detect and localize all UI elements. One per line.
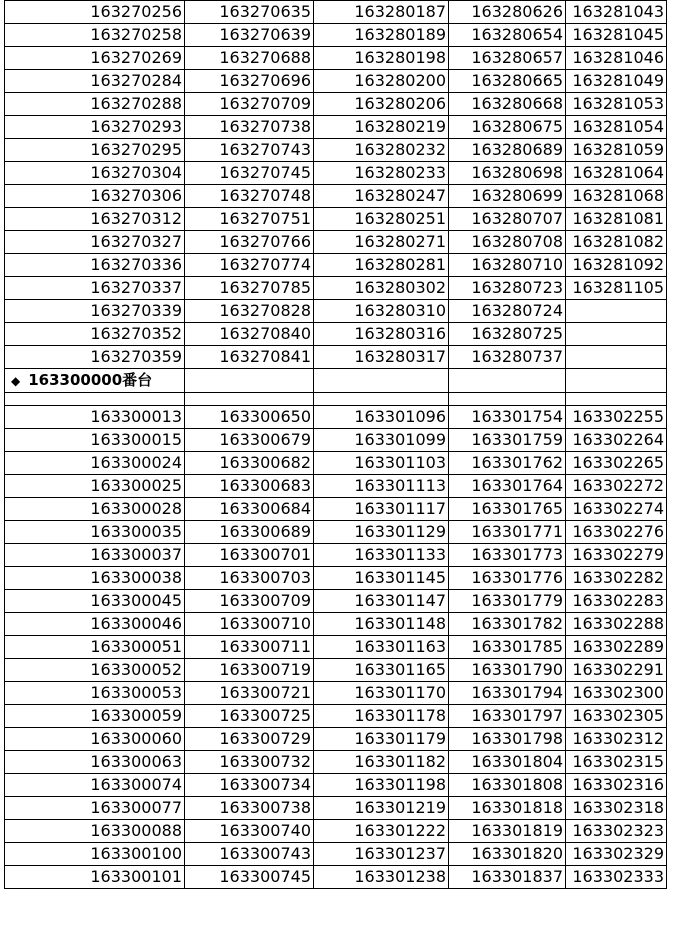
table-cell: 163300711 xyxy=(185,636,314,659)
table-cell xyxy=(566,346,667,369)
table-row xyxy=(5,208,667,231)
table-row xyxy=(5,567,667,590)
table-cell: 163300725 xyxy=(185,705,314,728)
table-cell: 163301782 xyxy=(449,613,566,636)
table-cell: 163301147 xyxy=(314,590,449,613)
table-cell: 163302318 xyxy=(566,797,667,820)
table-cell: 163280657 xyxy=(449,47,566,70)
table-cell: 163281046 xyxy=(566,47,667,70)
table-cell: 163300738 xyxy=(185,797,314,820)
table-cell: 163302265 xyxy=(566,452,667,475)
table-row xyxy=(5,185,667,208)
table-cell: 163270828 xyxy=(185,300,314,323)
table-cell: 163270327 xyxy=(5,231,185,254)
table-cell xyxy=(566,323,667,346)
table-cell: 163270774 xyxy=(185,254,314,277)
table-cell: 163301133 xyxy=(314,544,449,567)
table-cell: 163302274 xyxy=(566,498,667,521)
table-row xyxy=(5,659,667,682)
table-cell: 163280302 xyxy=(314,277,449,300)
table-row xyxy=(5,843,667,866)
table-cell: 163300035 xyxy=(5,521,185,544)
table-cell: 163300024 xyxy=(5,452,185,475)
table-cell: 163280707 xyxy=(449,208,566,231)
table-cell: 163280247 xyxy=(314,185,449,208)
table-cell xyxy=(314,393,449,406)
table-row xyxy=(5,1,667,24)
table-cell: 163270288 xyxy=(5,93,185,116)
table-row xyxy=(5,705,667,728)
table-cell: 163280708 xyxy=(449,231,566,254)
table-row xyxy=(5,636,667,659)
table-cell: 163280206 xyxy=(314,93,449,116)
table-cell: 163300745 xyxy=(185,866,314,889)
table-row xyxy=(5,544,667,567)
table-cell: 163270312 xyxy=(5,208,185,231)
table-row xyxy=(5,254,667,277)
table-cell: 163300709 xyxy=(185,590,314,613)
table-cell: 163301764 xyxy=(449,475,566,498)
table-row xyxy=(5,866,667,889)
table-cell: 163270339 xyxy=(5,300,185,323)
table-cell: 163301797 xyxy=(449,705,566,728)
table-cell: 163280271 xyxy=(314,231,449,254)
table-cell: 163280668 xyxy=(449,93,566,116)
table-cell: 163301804 xyxy=(449,751,566,774)
table-cell: 163280723 xyxy=(449,277,566,300)
table-cell: 163281053 xyxy=(566,93,667,116)
table-cell: 163301170 xyxy=(314,682,449,705)
table-cell: 163300028 xyxy=(5,498,185,521)
table-cell: 163300053 xyxy=(5,682,185,705)
table-cell: 163301819 xyxy=(449,820,566,843)
table-cell: 163302276 xyxy=(566,521,667,544)
table-row xyxy=(5,116,667,139)
table-cell: 163302329 xyxy=(566,843,667,866)
table-cell: 163300683 xyxy=(185,475,314,498)
table-row xyxy=(5,277,667,300)
table-cell: 163302333 xyxy=(566,866,667,889)
table-cell: 163301103 xyxy=(314,452,449,475)
table-body-top xyxy=(5,1,667,369)
table-cell: 163270696 xyxy=(185,70,314,93)
table-cell: 163300060 xyxy=(5,728,185,751)
table-cell: 163302279 xyxy=(566,544,667,567)
table-row xyxy=(5,728,667,751)
table-cell: 163300046 xyxy=(5,613,185,636)
table-cell: 163300015 xyxy=(5,429,185,452)
table-cell: 163270304 xyxy=(5,162,185,185)
table-cell: 163281045 xyxy=(566,24,667,47)
table-cell: 163281092 xyxy=(566,254,667,277)
table-cell: 163300074 xyxy=(5,774,185,797)
table-row xyxy=(5,24,667,47)
table-row xyxy=(5,346,667,369)
table-cell: 163280698 xyxy=(449,162,566,185)
table-cell: 163300037 xyxy=(5,544,185,567)
table-cell: 163280310 xyxy=(314,300,449,323)
table-cell: 163302255 xyxy=(566,406,667,429)
table-cell: 163302264 xyxy=(566,429,667,452)
table-cell: 163301820 xyxy=(449,843,566,866)
table-cell: 163270336 xyxy=(5,254,185,277)
table-cell: 163270635 xyxy=(185,1,314,24)
table-cell: 163280317 xyxy=(314,346,449,369)
table-cell: 163280251 xyxy=(314,208,449,231)
table-cell: 163270256 xyxy=(5,1,185,24)
table-cell: 163270688 xyxy=(185,47,314,70)
table-cell: 163302282 xyxy=(566,567,667,590)
table-cell: 163301798 xyxy=(449,728,566,751)
table-cell: 163301818 xyxy=(449,797,566,820)
blank-row xyxy=(5,393,667,406)
table-row xyxy=(5,231,667,254)
table-row xyxy=(5,682,667,705)
table-row xyxy=(5,429,667,452)
table-cell: 163300682 xyxy=(185,452,314,475)
table-cell: 163270295 xyxy=(5,139,185,162)
table-cell: 163301765 xyxy=(449,498,566,521)
table-cell: 163301237 xyxy=(314,843,449,866)
table-cell: 163301779 xyxy=(449,590,566,613)
table-cell: 163302323 xyxy=(566,820,667,843)
table-cell: 163300684 xyxy=(185,498,314,521)
table-cell: 163301178 xyxy=(314,705,449,728)
table-cell: 163300077 xyxy=(5,797,185,820)
table-row xyxy=(5,406,667,429)
table-cell: 163301219 xyxy=(314,797,449,820)
table-cell: 163270785 xyxy=(185,277,314,300)
table-cell: 163301145 xyxy=(314,567,449,590)
table-cell: 163270269 xyxy=(5,47,185,70)
table-cell xyxy=(566,393,667,406)
table-cell: 163300100 xyxy=(5,843,185,866)
table-cell: 163281068 xyxy=(566,185,667,208)
table-cell: 163300689 xyxy=(185,521,314,544)
table-cell: 163270738 xyxy=(185,116,314,139)
table-cell: 163281082 xyxy=(566,231,667,254)
number-table xyxy=(4,0,667,889)
table-cell: 163300052 xyxy=(5,659,185,682)
table-cell: 163300729 xyxy=(185,728,314,751)
table-cell: 163300059 xyxy=(5,705,185,728)
table-cell: 163300719 xyxy=(185,659,314,682)
table-row xyxy=(5,139,667,162)
table-cell: 163300679 xyxy=(185,429,314,452)
table-cell: 163300013 xyxy=(5,406,185,429)
table-cell: 163302272 xyxy=(566,475,667,498)
table-cell: 163270306 xyxy=(5,185,185,208)
table-cell: 163301113 xyxy=(314,475,449,498)
table-cell: 163301179 xyxy=(314,728,449,751)
table-cell: 163300063 xyxy=(5,751,185,774)
table-cell: 163280316 xyxy=(314,323,449,346)
table-row xyxy=(5,47,667,70)
table-row xyxy=(5,613,667,636)
table-cell: 163281059 xyxy=(566,139,667,162)
table-cell: 163280626 xyxy=(449,1,566,24)
table-cell xyxy=(449,369,566,393)
table-cell: 163280219 xyxy=(314,116,449,139)
table-cell: 163270841 xyxy=(185,346,314,369)
section-title: 163300000番台 xyxy=(28,371,153,389)
table-cell: 163280200 xyxy=(314,70,449,93)
table-cell: 163301808 xyxy=(449,774,566,797)
table-row xyxy=(5,498,667,521)
table-cell: 163280724 xyxy=(449,300,566,323)
table-cell: 163270766 xyxy=(185,231,314,254)
table-row xyxy=(5,93,667,116)
table-cell: 163270840 xyxy=(185,323,314,346)
section-header-block xyxy=(5,369,667,406)
table-cell: 163300650 xyxy=(185,406,314,429)
table-cell: 163280189 xyxy=(314,24,449,47)
table-row xyxy=(5,162,667,185)
table-cell: 163301117 xyxy=(314,498,449,521)
table-cell: 163270748 xyxy=(185,185,314,208)
table-cell xyxy=(185,369,314,393)
table-cell: 163302283 xyxy=(566,590,667,613)
table-cell: 163300710 xyxy=(185,613,314,636)
table-cell: 163302305 xyxy=(566,705,667,728)
table-cell: 163301759 xyxy=(449,429,566,452)
table-cell: 163301773 xyxy=(449,544,566,567)
table-cell: 163270751 xyxy=(185,208,314,231)
table-cell: 163281081 xyxy=(566,208,667,231)
table-cell: 163300734 xyxy=(185,774,314,797)
table-cell: 163300088 xyxy=(5,820,185,843)
table-cell: 163302315 xyxy=(566,751,667,774)
table-cell: 163300045 xyxy=(5,590,185,613)
table-row xyxy=(5,300,667,323)
table-cell: 163280654 xyxy=(449,24,566,47)
table-cell: 163301165 xyxy=(314,659,449,682)
table-cell: 163281064 xyxy=(566,162,667,185)
table-cell: 163301198 xyxy=(314,774,449,797)
section-header-cell xyxy=(5,369,185,393)
table-cell xyxy=(566,300,667,323)
table-cell xyxy=(314,369,449,393)
table-cell: 163281049 xyxy=(566,70,667,93)
table-cell: 163301794 xyxy=(449,682,566,705)
table-row xyxy=(5,774,667,797)
table-cell: 163301771 xyxy=(449,521,566,544)
table-row xyxy=(5,475,667,498)
table-cell: 163302289 xyxy=(566,636,667,659)
table-row xyxy=(5,590,667,613)
table-cell: 163280232 xyxy=(314,139,449,162)
table-cell: 163300703 xyxy=(185,567,314,590)
table-cell: 163280737 xyxy=(449,346,566,369)
table-cell: 163301222 xyxy=(314,820,449,843)
table-cell: 163270293 xyxy=(5,116,185,139)
table-cell: 163280281 xyxy=(314,254,449,277)
table-cell xyxy=(5,393,185,406)
table-row xyxy=(5,820,667,843)
table-cell: 163280198 xyxy=(314,47,449,70)
table-cell: 163280725 xyxy=(449,323,566,346)
table-cell: 163302312 xyxy=(566,728,667,751)
table-row xyxy=(5,323,667,346)
table-cell: 163281105 xyxy=(566,277,667,300)
table-cell: 163300025 xyxy=(5,475,185,498)
table-cell: 163270284 xyxy=(5,70,185,93)
table-cell: 163301099 xyxy=(314,429,449,452)
table-cell: 163280233 xyxy=(314,162,449,185)
table-cell: 163300701 xyxy=(185,544,314,567)
table-cell: 163270745 xyxy=(185,162,314,185)
table-cell: 163300101 xyxy=(5,866,185,889)
table-cell: 163270639 xyxy=(185,24,314,47)
table-cell: 163301762 xyxy=(449,452,566,475)
table-cell: 163300732 xyxy=(185,751,314,774)
table-row xyxy=(5,797,667,820)
table-cell: 163270258 xyxy=(5,24,185,47)
table-cell: 163270709 xyxy=(185,93,314,116)
table-cell xyxy=(566,369,667,393)
table-cell: 163301790 xyxy=(449,659,566,682)
table-cell: 163301148 xyxy=(314,613,449,636)
table-cell: 163300051 xyxy=(5,636,185,659)
table-cell: 163301785 xyxy=(449,636,566,659)
table-cell: 163302291 xyxy=(566,659,667,682)
table-cell: 163302288 xyxy=(566,613,667,636)
table-cell: 163300740 xyxy=(185,820,314,843)
table-cell: 163280710 xyxy=(449,254,566,277)
table-cell: 163280699 xyxy=(449,185,566,208)
table-cell: 163300721 xyxy=(185,682,314,705)
table-cell: 163301182 xyxy=(314,751,449,774)
table-cell: 163302316 xyxy=(566,774,667,797)
table-row xyxy=(5,452,667,475)
table-cell: 163300038 xyxy=(5,567,185,590)
table-body-bottom xyxy=(5,406,667,889)
table-row xyxy=(5,751,667,774)
table-cell: 163301776 xyxy=(449,567,566,590)
table-cell: 163270337 xyxy=(5,277,185,300)
table-cell: 163270743 xyxy=(185,139,314,162)
table-cell: 163281043 xyxy=(566,1,667,24)
table-cell: 163301837 xyxy=(449,866,566,889)
table-cell xyxy=(185,393,314,406)
table-cell: 163281054 xyxy=(566,116,667,139)
table-cell: 163270352 xyxy=(5,323,185,346)
table-cell: 163301096 xyxy=(314,406,449,429)
table-cell: 163301754 xyxy=(449,406,566,429)
table-row xyxy=(5,521,667,544)
table-cell: 163280689 xyxy=(449,139,566,162)
table-cell: 163280675 xyxy=(449,116,566,139)
table-cell: 163280665 xyxy=(449,70,566,93)
table-row xyxy=(5,70,667,93)
table-cell: 163301163 xyxy=(314,636,449,659)
diamond-icon: ◆ xyxy=(11,374,21,388)
table-cell: 163270359 xyxy=(5,346,185,369)
table-cell: 163301129 xyxy=(314,521,449,544)
section-header-row xyxy=(5,369,667,393)
table-cell xyxy=(449,393,566,406)
table-cell: 163280187 xyxy=(314,1,449,24)
table-cell: 163302300 xyxy=(566,682,667,705)
table-cell: 163301238 xyxy=(314,866,449,889)
table-cell: 163300743 xyxy=(185,843,314,866)
